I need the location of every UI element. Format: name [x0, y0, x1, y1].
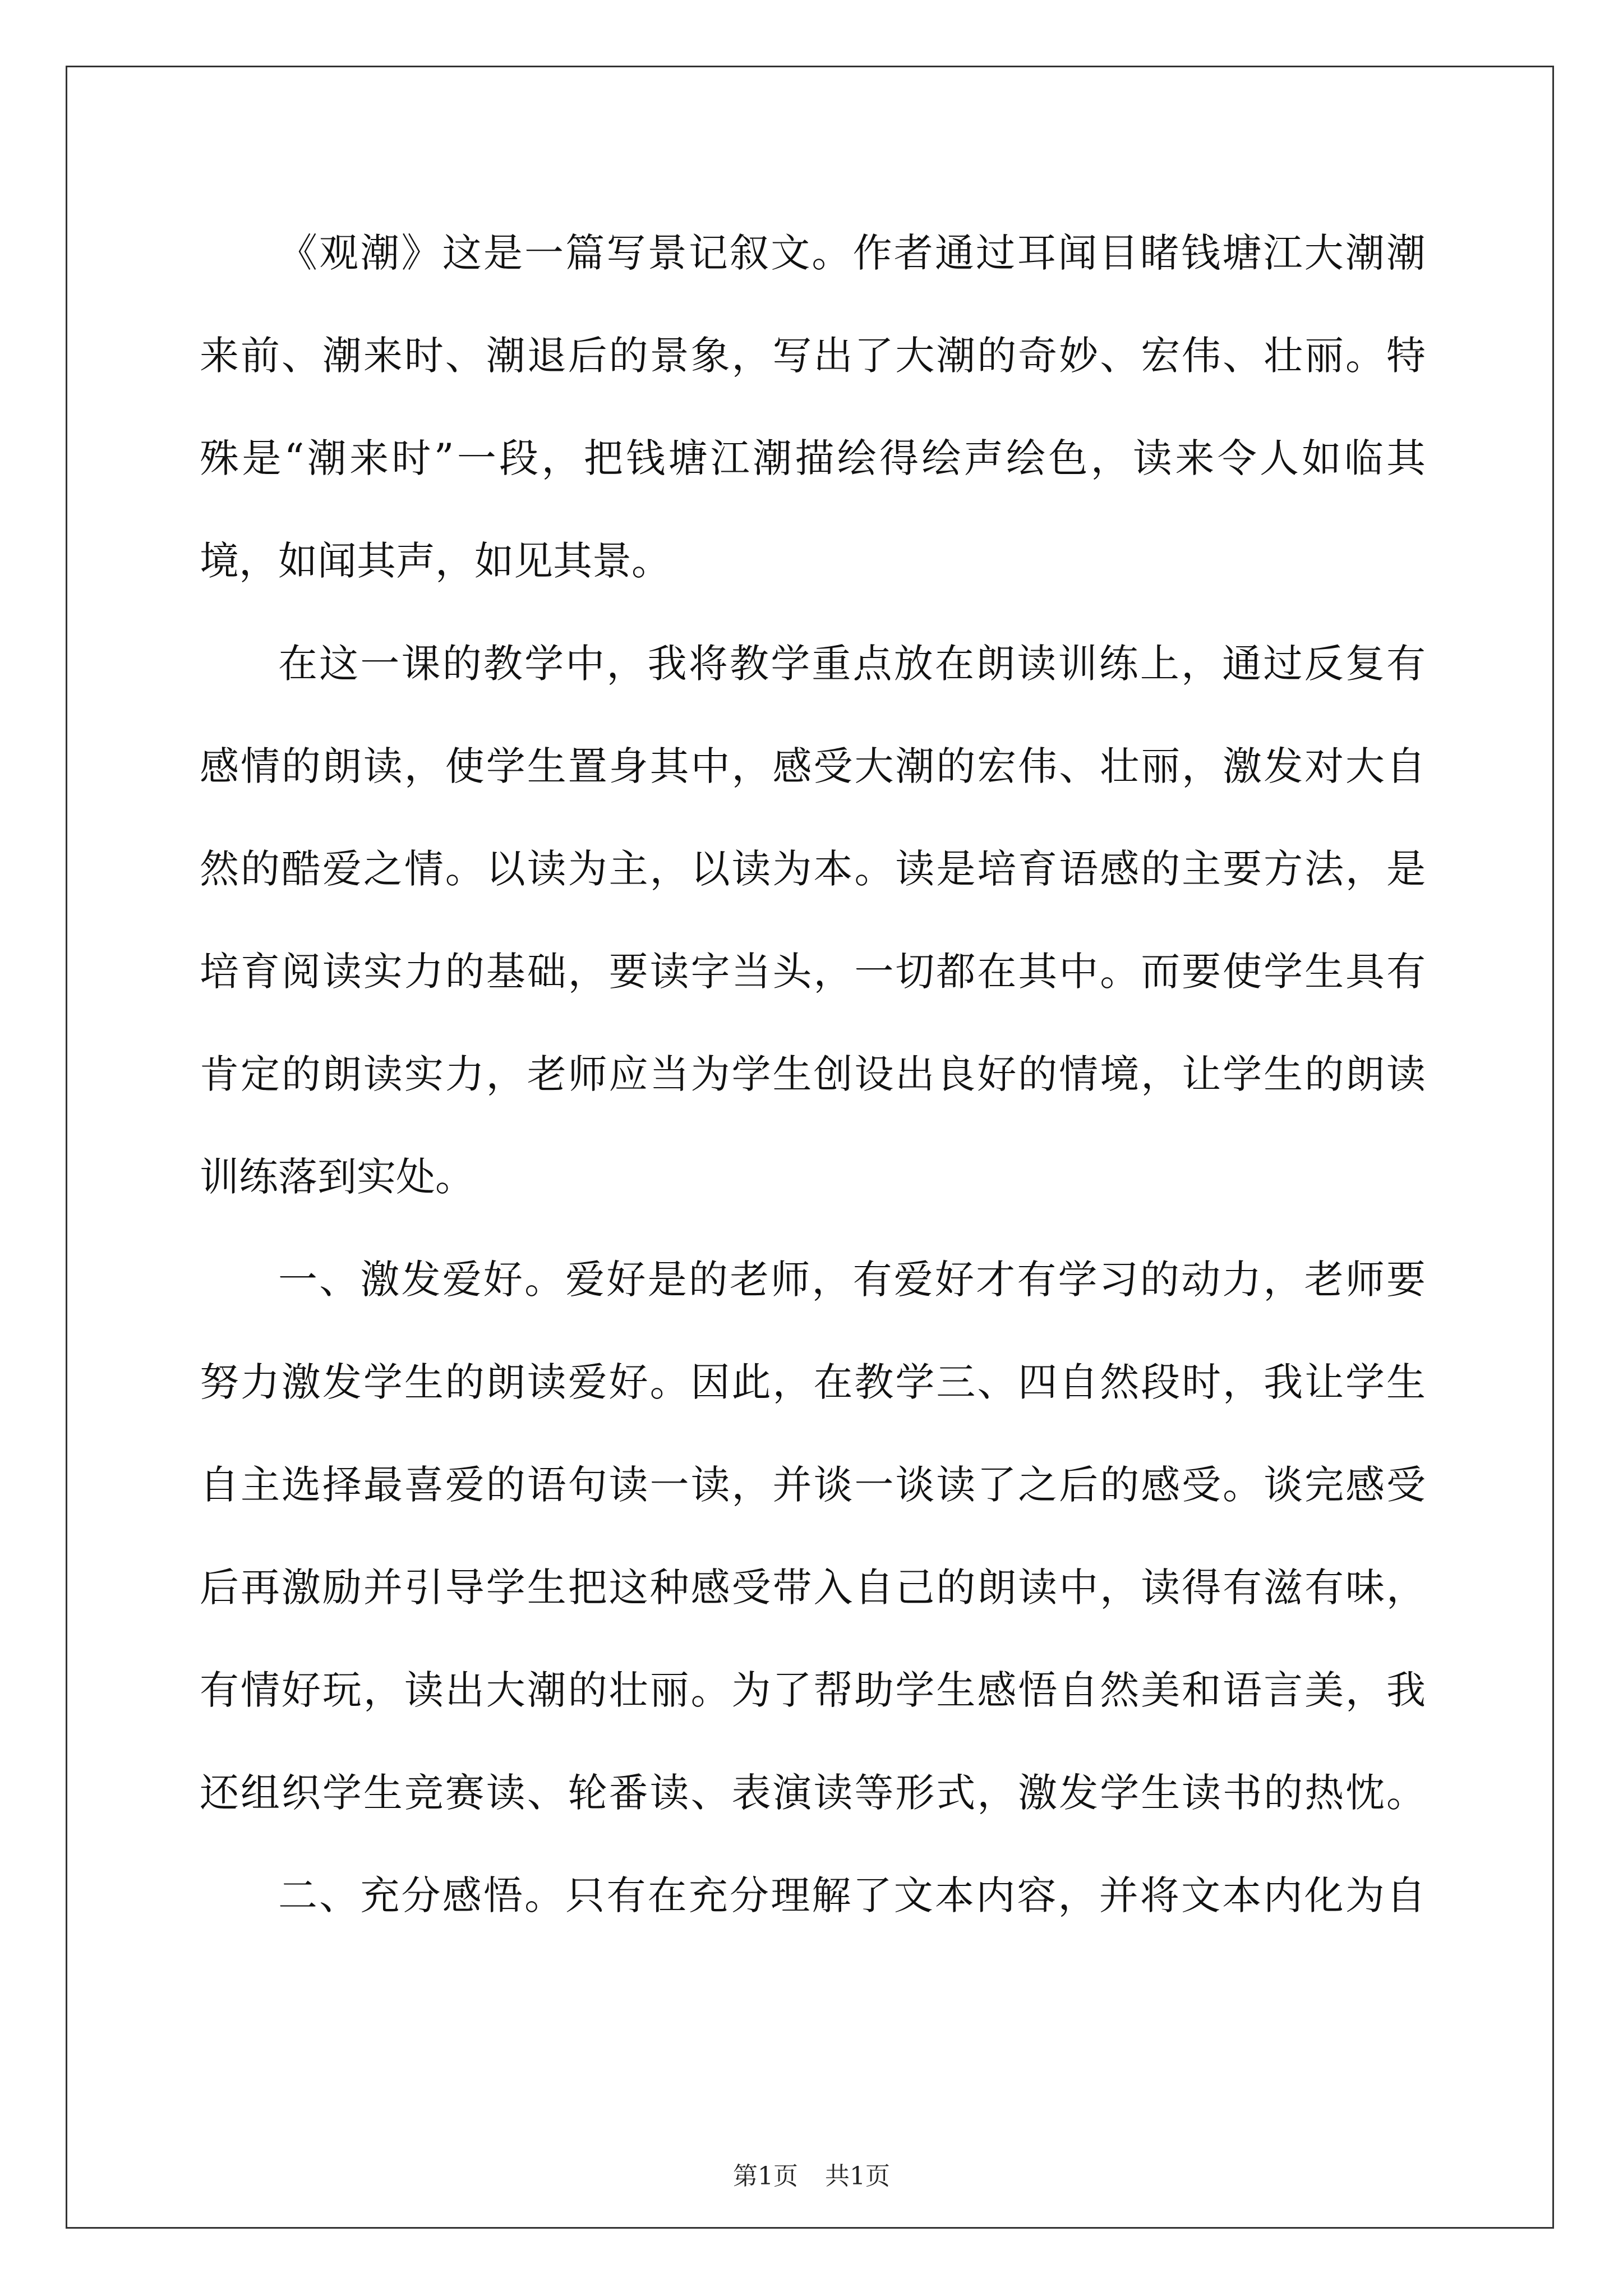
- paragraph-1: [200, 202, 1426, 613]
- text-line: 自主选择最喜爱的语句读一读，并谈一谈读了之后的感受。谈完感受: [200, 1462, 1426, 1508]
- paragraph-3: [200, 1228, 1426, 1844]
- text-line: 后再激励并引导学生把这种感受带入自己的朗读中，读得有滋有味，: [200, 1565, 1426, 1611]
- paragraph-2: [200, 613, 1426, 1228]
- page-total: 共1页: [825, 2162, 890, 2191]
- text-line: 努力激发学生的朗读爱好。因此，在教学三、四自然段时，我让学生: [200, 1359, 1426, 1405]
- text-line: 培育阅读实力的基础，要读字当头，一切都在其中。而要使学生具有: [200, 949, 1426, 995]
- text-line: 二、充分感悟。只有在充分理解了文本内容，并将文本内化为自: [278, 1872, 1426, 1918]
- text-line: 然的酷爱之情。以读为主，以读为本。读是培育语感的主要方法，是: [200, 846, 1426, 892]
- page-footer: [0, 2160, 1623, 2193]
- text-line: 《观潮》这是一篇写景记叙文。作者通过耳闻目睹钱塘江大潮潮: [278, 230, 1426, 276]
- text-line: 有情好玩，读出大潮的壮丽。为了帮助学生感悟自然美和语言美，我: [200, 1667, 1426, 1713]
- text-line: 训练落到实处。: [200, 1154, 474, 1200]
- text-line: 还组织学生竞赛读、轮番读、表演读等形式，激发学生读书的热忱。: [200, 1770, 1426, 1816]
- page-number: 第1页: [733, 2162, 798, 2191]
- text-line: 一、激发爱好。爱好是的老师，有爱好才有学习的动力，老师要: [278, 1257, 1426, 1303]
- document-body: [200, 202, 1426, 1947]
- text-line: 在这一课的教学中，我将教学重点放在朗读训练上，通过反复有: [278, 641, 1426, 687]
- text-line: 感情的朗读，使学生置身其中，感受大潮的宏伟、壮丽，激发对大自: [200, 743, 1426, 789]
- paragraph-4: [200, 1844, 1426, 1947]
- text-line: 境，如闻其声，如见其景。: [200, 538, 671, 584]
- text-line: 来前、潮来时、潮退后的景象，写出了大潮的奇妙、宏伟、壮丽。特: [200, 333, 1426, 379]
- text-line: 殊是“潮来时”一段，把钱塘江潮描绘得绘声绘色，读来令人如临其: [200, 435, 1426, 481]
- text-line: 肯定的朗读实力，老师应当为学生创设出良好的情境，让学生的朗读: [200, 1051, 1426, 1097]
